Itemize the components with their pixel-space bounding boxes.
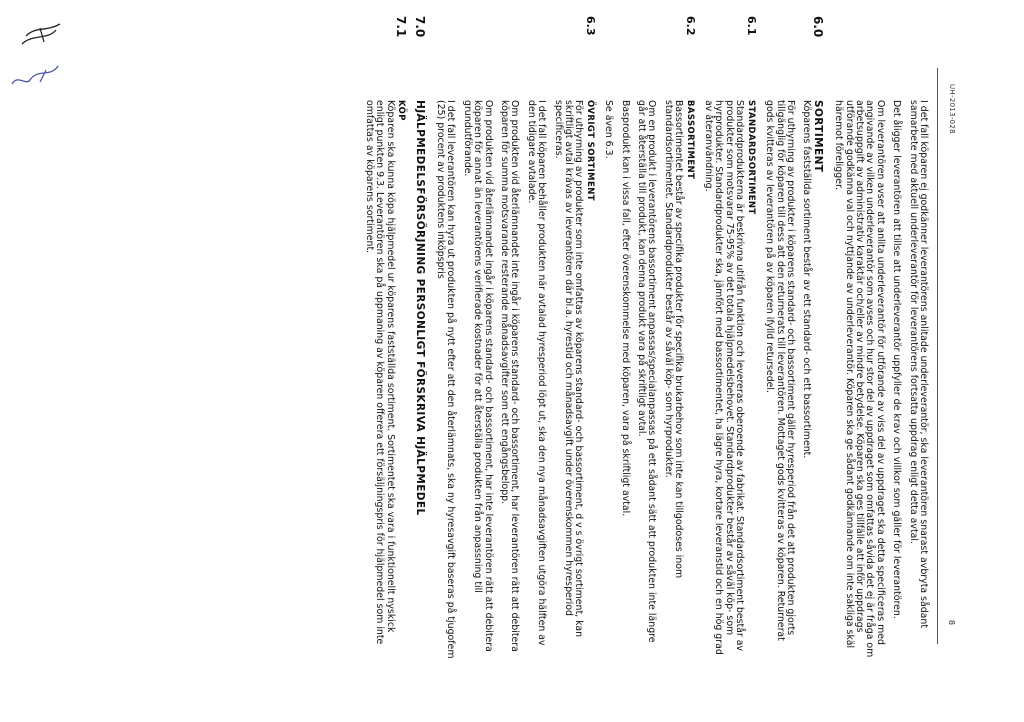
section-number: 6.0 [810,16,825,38]
section-6-0 [764,16,825,660]
section-number: 6.1 [744,16,758,36]
section-paragraph: För uthyrning av produkter i köparens standard- och bassortiment gäller hyresperiod från det att produkten gjorts tillgänglig för köparen till dess att den returnerats till leverantören. Mottaget gods kvitteras av köparen. Returnerat gods kvitteras av leverantören på av köparen ifylld retursedel. [764,100,796,641]
section-heading: HJÄLPMEDELSFÖRSÖRJNING PERSONLIGT FÖRSKRIVA HJÄLPMEDEL [413,100,426,516]
document-body [358,16,929,660]
section-number: 7.0 [412,16,427,38]
handwritten-initials [6,20,66,50]
section-heading: KÖP [396,100,407,121]
section-7-1 [363,16,409,660]
section-paragraph: Om produkten vid återlämnandet ingår i köparens standard- och bassortiment, har inte leverantören rätt att debitera köparen för annat än leverantörens verifierade kostnader för att återställa produkten från anpassning till grundutförande. [461,100,494,652]
section-paragraph: Om produkten vid återlämnandet inte ingår i köparens standard- och bassortiment, har leverantören rätt att debitera köparen för summa motsvarande resterande månadsavgifter som ett engångsbelopp. [499,100,521,652]
section-heading: ÖVRIGT SORTIMENT [584,100,595,201]
section-number: 6.3 [583,16,597,36]
header-rule [937,68,938,644]
section-paragraph: Om en produkt i leverantörens bassortiment anpassas/specialanpassas på ett sådant sätt att produkten inte längre går att återställa till produkt, kan denna produkt vara på skriftligt avtal. [636,100,658,643]
section-paragraph: I det fall leverantören kan hyra ut produkten på nytt efter att den återlämnats, ska ny hyresavgift baseras på tjugofem (25) procent av produktens inköpspris [434,100,457,659]
section-paragraph: Köparen ska kunna köpa hjälpmedel ur köparens fastställda sortiment. Sortimentet ska vara i funktionellt nyskick enligt punkten 9.3. Leverantören ska på uppmaning av köparen offerera ett försäljningspris för hjälpmedel som inte omfattas av köparens sortiment. [363,100,396,645]
section-6-2 [603,16,697,660]
section-heading: STANDARDSORTIMENT [745,100,756,215]
section-6-1 [703,16,758,660]
section-6-3 [434,16,597,660]
section-paragraph: Basprodukt kan i vissa fall, efter överenskommelse med köparen, vara på skriftligt avtal. [619,100,631,517]
section-paragraph: Standardprodukterna är beskrivna utifrån funktion och levereras oberoende av fabrikat. Standardsortiment består av produkter som motsvarar 75-95% av det totala hjälpmedelsbehovet. Standardprodukter består av såväl köp- som hyrprodukter. Standardprodukter ska, jämfört med bassortimentet, ha lägre hyra, kortare leveranstid och en hög grad av återanvändning. [703,100,746,655]
section-paragraph: För uthyrning av produkter som inte omfattas av köparens standard- och bassortiment, d v s övrigt sortiment, kan skriftligt avtal krävas av leverantören där bl.a. hyrestid och månadsavgift under överenskommen hyresperiod specificeras. [552,100,585,638]
section-paragraph: Se även 6.3. [603,100,615,159]
intro-paragraph: Om leverantören avser att anlita underleverantör för utförande av viss del av uppdraget ska detta specificeras med angivande av vilken underleverantör som avses och hur stor del av uppdraget som omfattas såvida det ej är fråga om arbetsuppgift av administrativ karaktär och/eller av mindre betydelse. Köparen ska ges tillfälle att inför uppdrags utförande godkänna val och nyttjande av underleverantör. Köparen ska ge sådant godkännande om inte sakliga skäl häremot föreligger. [833,100,886,658]
section-paragraph: I det fall köparen behåller produkten när avtalad hyresperiod löpt ut, ska den nya månadsavgiften utgöra hälften av den tidigare avtalade. [525,100,548,646]
page-number: 8 [947,620,956,626]
intro-paragraph: I det fall köparen ej godkänner leverantörens anlitade underleverantör, ska leverantören snarast avbryta sådant samarbete med aktuell underleverantör för leverantörens fortsatta uppdrag enligt detta avtal. [907,100,929,629]
section-number: 7.1 [394,16,409,38]
section-7-0 [412,16,427,660]
document-id: UH-2013-028 [948,84,956,134]
section-heading: SORTIMENT [811,100,824,173]
section-paragraph: Bassortimentet består av specifika produkter för specifika brukarbehov som inte kan tillgodoses inom standardsortimentet. Standardprodukter består av såväl köp- som hyrprodukter. [662,100,685,579]
intro-paragraph: Det åligger leverantören att tillse att underleverantör uppfyller de krav och villkor som gäller för leverantören. [891,100,903,619]
section-paragraph: Köparens fastställda sortiment består av ett standard- och ett bassortiment. [801,100,813,459]
handwritten-initials [6,60,66,90]
section-number: 6.2 [683,16,697,36]
section-heading: BASSORTIMENT [684,100,695,180]
